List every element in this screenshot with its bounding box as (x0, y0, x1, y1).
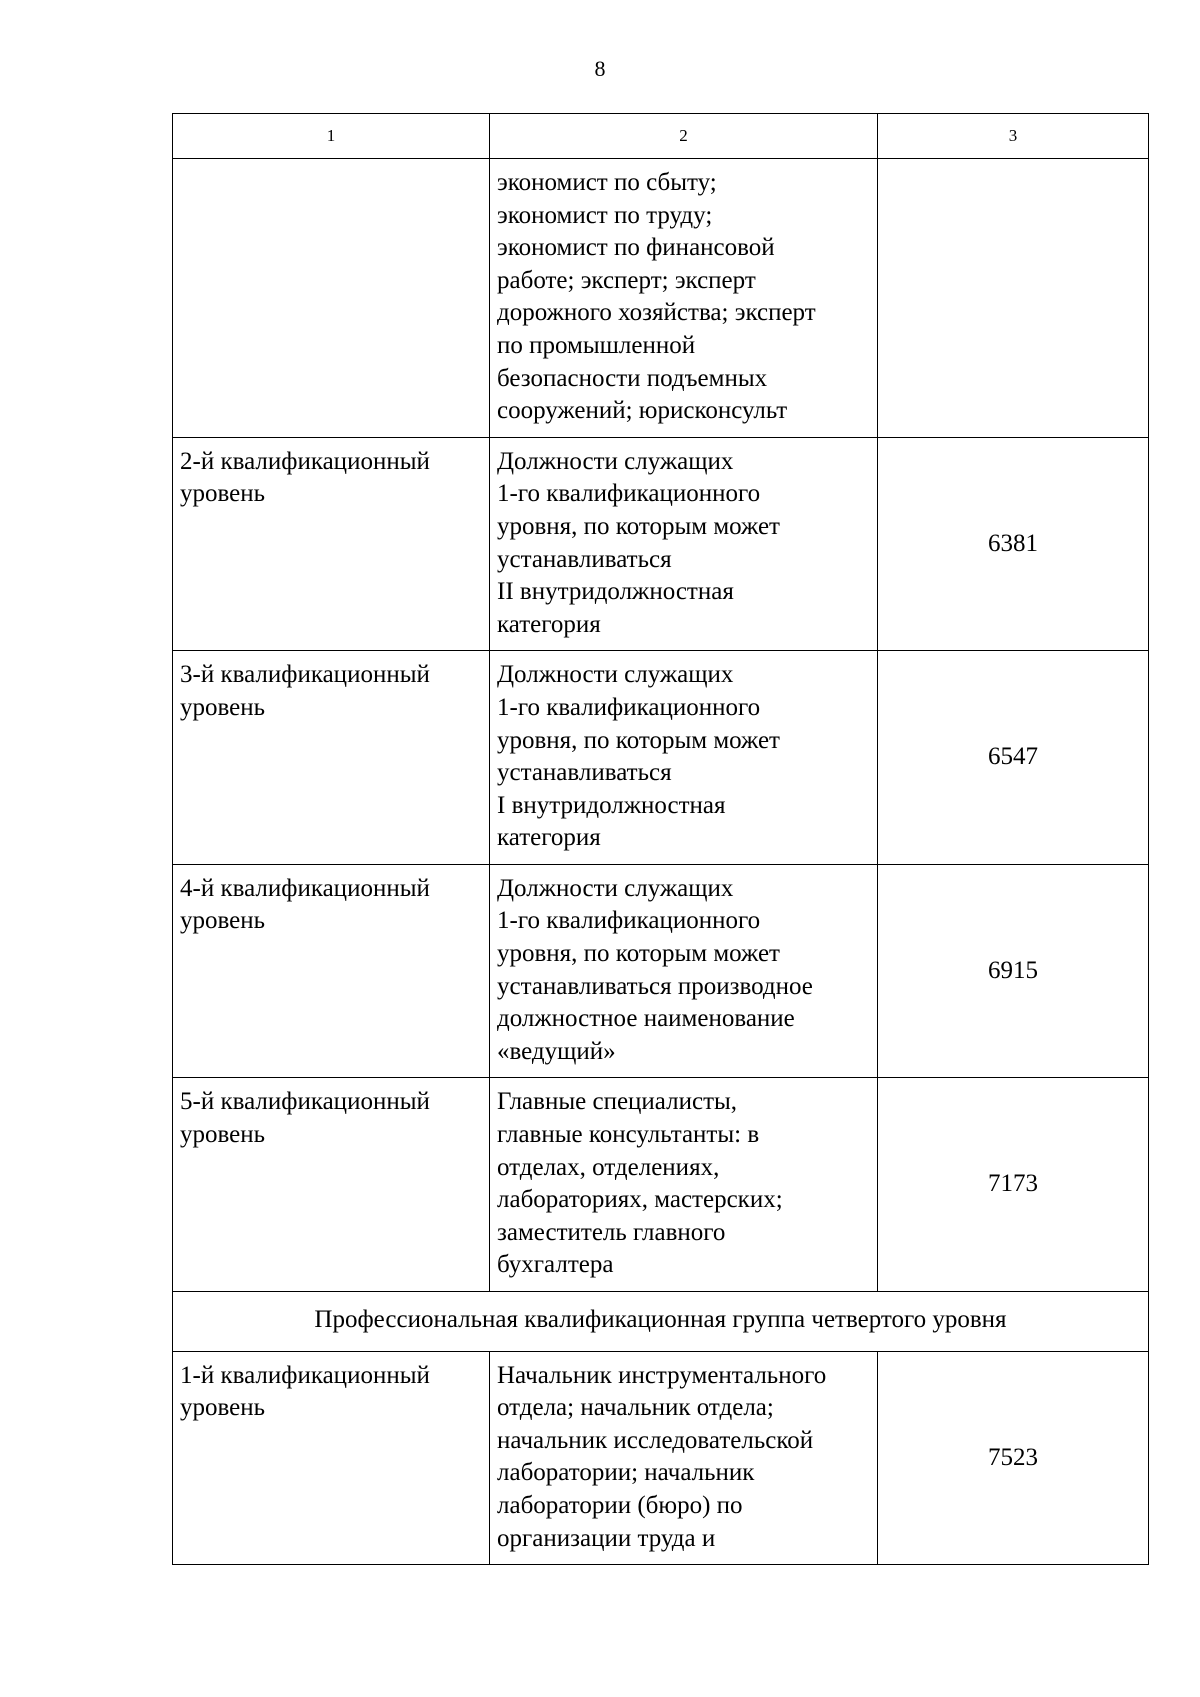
positions-line: начальник исследовательской (497, 1426, 814, 1454)
table-row (173, 1078, 1149, 1292)
positions-line: Должности служащих (497, 874, 734, 902)
level-line: 1-й квалификационный (180, 1361, 430, 1389)
group-heading: Профессиональная квалификационная группа четвертого уровня (173, 1292, 1149, 1352)
positions-line: работе; эксперт; эксперт (497, 266, 756, 294)
table-header-row (173, 114, 1149, 159)
qualification-level-cell (173, 437, 490, 651)
qualification-level-cell (173, 651, 490, 865)
salary-cell: 6915 (878, 864, 1149, 1078)
page-number: 8 (594, 56, 606, 81)
level-line: уровень (180, 1121, 266, 1149)
positions-line: главные консультанты: в (497, 1121, 760, 1149)
positions-line: I внутридолжностная (497, 791, 726, 819)
positions-line: лабораториях, мастерских; (497, 1186, 783, 1214)
positions-cell (490, 651, 878, 865)
positions-cell (490, 437, 878, 651)
level-line: 5-й квалификационный (180, 1088, 430, 1116)
level-line: уровень (180, 480, 266, 508)
positions-line: 1-го квалификационного (497, 907, 761, 935)
positions-line: экономист по труду; (497, 201, 713, 229)
positions-line: Должности служащих (497, 661, 734, 689)
table-row-continuation (173, 159, 1149, 438)
positions-cell (490, 159, 878, 438)
column-header-1: 1 (173, 114, 490, 159)
positions-line: сооружений; юрисконсульт (497, 397, 788, 425)
table-row (173, 651, 1149, 865)
positions-cell (490, 1078, 878, 1292)
level-line: уровень (180, 1394, 266, 1422)
positions-line: заместитель главного (497, 1218, 726, 1246)
positions-line: 1-го квалификационного (497, 693, 761, 721)
positions-line: экономист по финансовой (497, 234, 775, 262)
column-header-3: 3 (878, 114, 1149, 159)
positions-line: должностное наименование (497, 1005, 795, 1033)
positions-line: бухгалтера (497, 1251, 614, 1279)
positions-line: устанавливаться производное (497, 972, 813, 1000)
column-header-2: 2 (490, 114, 878, 159)
positions-line: уровня, по которым может (497, 512, 780, 540)
positions-line: отдела; начальник отдела; (497, 1394, 774, 1422)
positions-line: по промышленной (497, 331, 696, 359)
positions-line: уровня, по которым может (497, 726, 780, 754)
positions-line: устанавливаться (497, 759, 672, 787)
level-line: уровень (180, 693, 266, 721)
positions-cell (490, 1351, 878, 1565)
salary-cell: 7523 (878, 1351, 1149, 1565)
positions-line: устанавливаться (497, 545, 672, 573)
level-line: 3-й квалификационный (180, 661, 430, 689)
positions-line: лаборатории; начальник (497, 1459, 755, 1487)
positions-line: отделах, отделениях, (497, 1153, 720, 1181)
positions-line: категория (497, 610, 601, 638)
positions-line: II внутридолжностная (497, 578, 734, 606)
positions-line: 1-го квалификационного (497, 480, 761, 508)
salary-cell: 6381 (878, 437, 1149, 651)
table-row (173, 864, 1149, 1078)
positions-line: «ведущий» (497, 1037, 616, 1065)
salary-cell: 6547 (878, 651, 1149, 865)
positions-line: категория (497, 824, 601, 852)
positions-line: дорожного хозяйства; эксперт (497, 299, 816, 327)
positions-line: экономист по сбыту; (497, 169, 717, 196)
salary-cell: 7173 (878, 1078, 1149, 1292)
table-row (173, 1351, 1149, 1565)
positions-line: безопасности подъемных (497, 364, 768, 392)
salary-table (172, 113, 1149, 1565)
qualification-level-cell (173, 159, 490, 438)
qualification-level-cell (173, 1351, 490, 1565)
positions-line: Начальник инструментального (497, 1361, 827, 1389)
table-row (173, 437, 1149, 651)
level-line: 4-й квалификационный (180, 874, 430, 902)
positions-line: организации труда и (497, 1524, 716, 1552)
group-heading-row (173, 1292, 1149, 1352)
level-line: 2-й квалификационный (180, 447, 430, 475)
salary-cell (878, 159, 1149, 438)
positions-line: уровня, по которым может (497, 940, 780, 968)
qualification-level-cell (173, 1078, 490, 1292)
positions-line: Должности служащих (497, 447, 734, 475)
positions-cell (490, 864, 878, 1078)
qualification-level-cell (173, 864, 490, 1078)
level-line: уровень (180, 907, 266, 935)
positions-line: Главные специалисты, (497, 1088, 738, 1116)
positions-line: лаборатории (бюро) по (497, 1491, 743, 1519)
